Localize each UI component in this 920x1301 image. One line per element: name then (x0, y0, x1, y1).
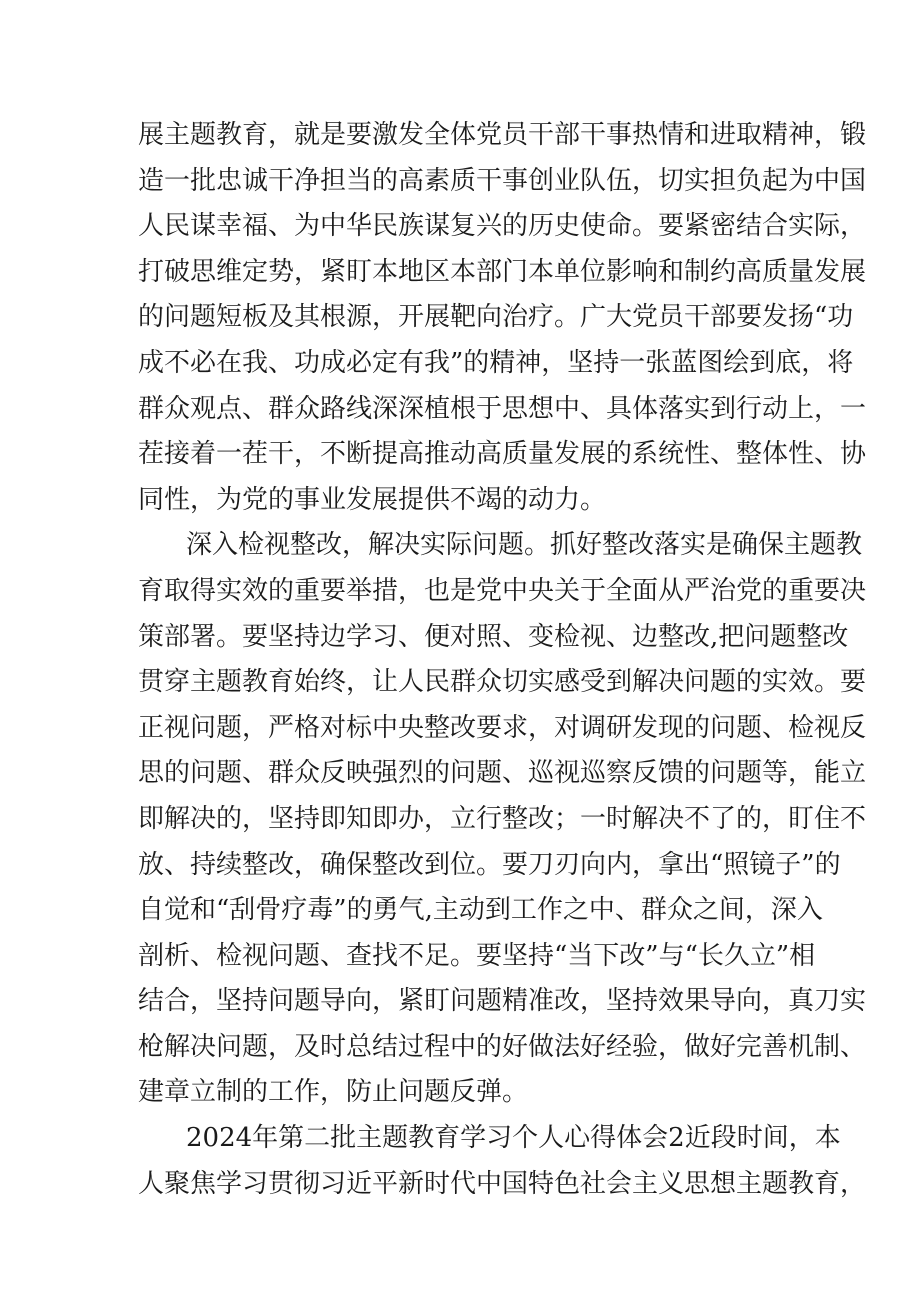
text-line: 即解决的，坚持即知即办，立行整改；一时解决不了的，盯住不 (138, 803, 867, 834)
text-line: 造一批忠诚干净担当的高素质干事创业队伍，切实担负起为中国 (138, 165, 867, 196)
text-line: 思的问题、群众反映强烈的问题、巡视巡察反馈的问题等，能立 (138, 758, 867, 789)
text-line: 深入检视整改，解决实际问题。抓好整改落实是确保主题教 (186, 530, 863, 561)
text-line: 贯穿主题教育始终，让人民群众切实感受到解决问题的实效。要 (138, 667, 867, 698)
text-line: 建章立制的工作，防止问题反弹。 (138, 1077, 529, 1108)
body-text (138, 113, 867, 1207)
text-line: 自觉和“刮骨疗毒”的勇气,主动到工作之中、群众之间，深入 (138, 895, 823, 926)
text-line: 结合，坚持问题导向，紧盯问题精准改，坚持效果导向，真刀实 (138, 986, 867, 1017)
text-line: 茬接着一茬干，不断提高推动高质量发展的系统性、整体性、协 (138, 439, 867, 470)
text-line: 策部署。要坚持边学习、便对照、变检视、边整改,把问题整改 (138, 621, 849, 652)
text-line: 成不必在我、功成必定有我”的精神，坚持一张蓝图绘到底，将 (138, 347, 854, 378)
text-line: 同性，为党的事业发展提供不竭的动力。 (138, 484, 607, 515)
text-line: 的问题短板及其根源，开展靶向治疗。广大党员干部要发扬“功 (138, 302, 854, 333)
text-line: 育取得实效的重要举措，也是党中央关于全面从严治党的重要决 (138, 575, 867, 606)
text-line: 正视问题，严格对标中央整改要求，对调研发现的问题、检视反 (138, 712, 867, 743)
text-line: 打破思维定势，紧盯本地区本部门本单位影响和制约高质量发展 (138, 256, 867, 287)
text-line: 2024年第二批主题教育学习个人心得体会2近段时间，本 (186, 1123, 841, 1154)
text-line: 人民谋幸福、为中华民族谋复兴的历史使命。要紧密结合实际， (138, 211, 867, 242)
text-line: 剖析、检视问题、查找不足。要坚持“当下改”与“长久立”相 (138, 940, 816, 971)
text-line: 展主题教育，就是要激发全体党员干部干事热情和进取精神，锻 (138, 120, 867, 150)
text-line: 枪解决问题，及时总结过程中的好做法好经验，做好完善机制、 (138, 1031, 867, 1062)
text-line: 人聚焦学习贯彻习近平新时代中国特色社会主义思想主题教育， (138, 1168, 867, 1199)
text-line: 群众观点、群众路线深深植根于思想中、具体落实到行动上，一 (138, 393, 867, 424)
text-line: 放、持续整改，确保整改到位。要刀刃向内，拿出“照镜子”的 (138, 849, 841, 880)
